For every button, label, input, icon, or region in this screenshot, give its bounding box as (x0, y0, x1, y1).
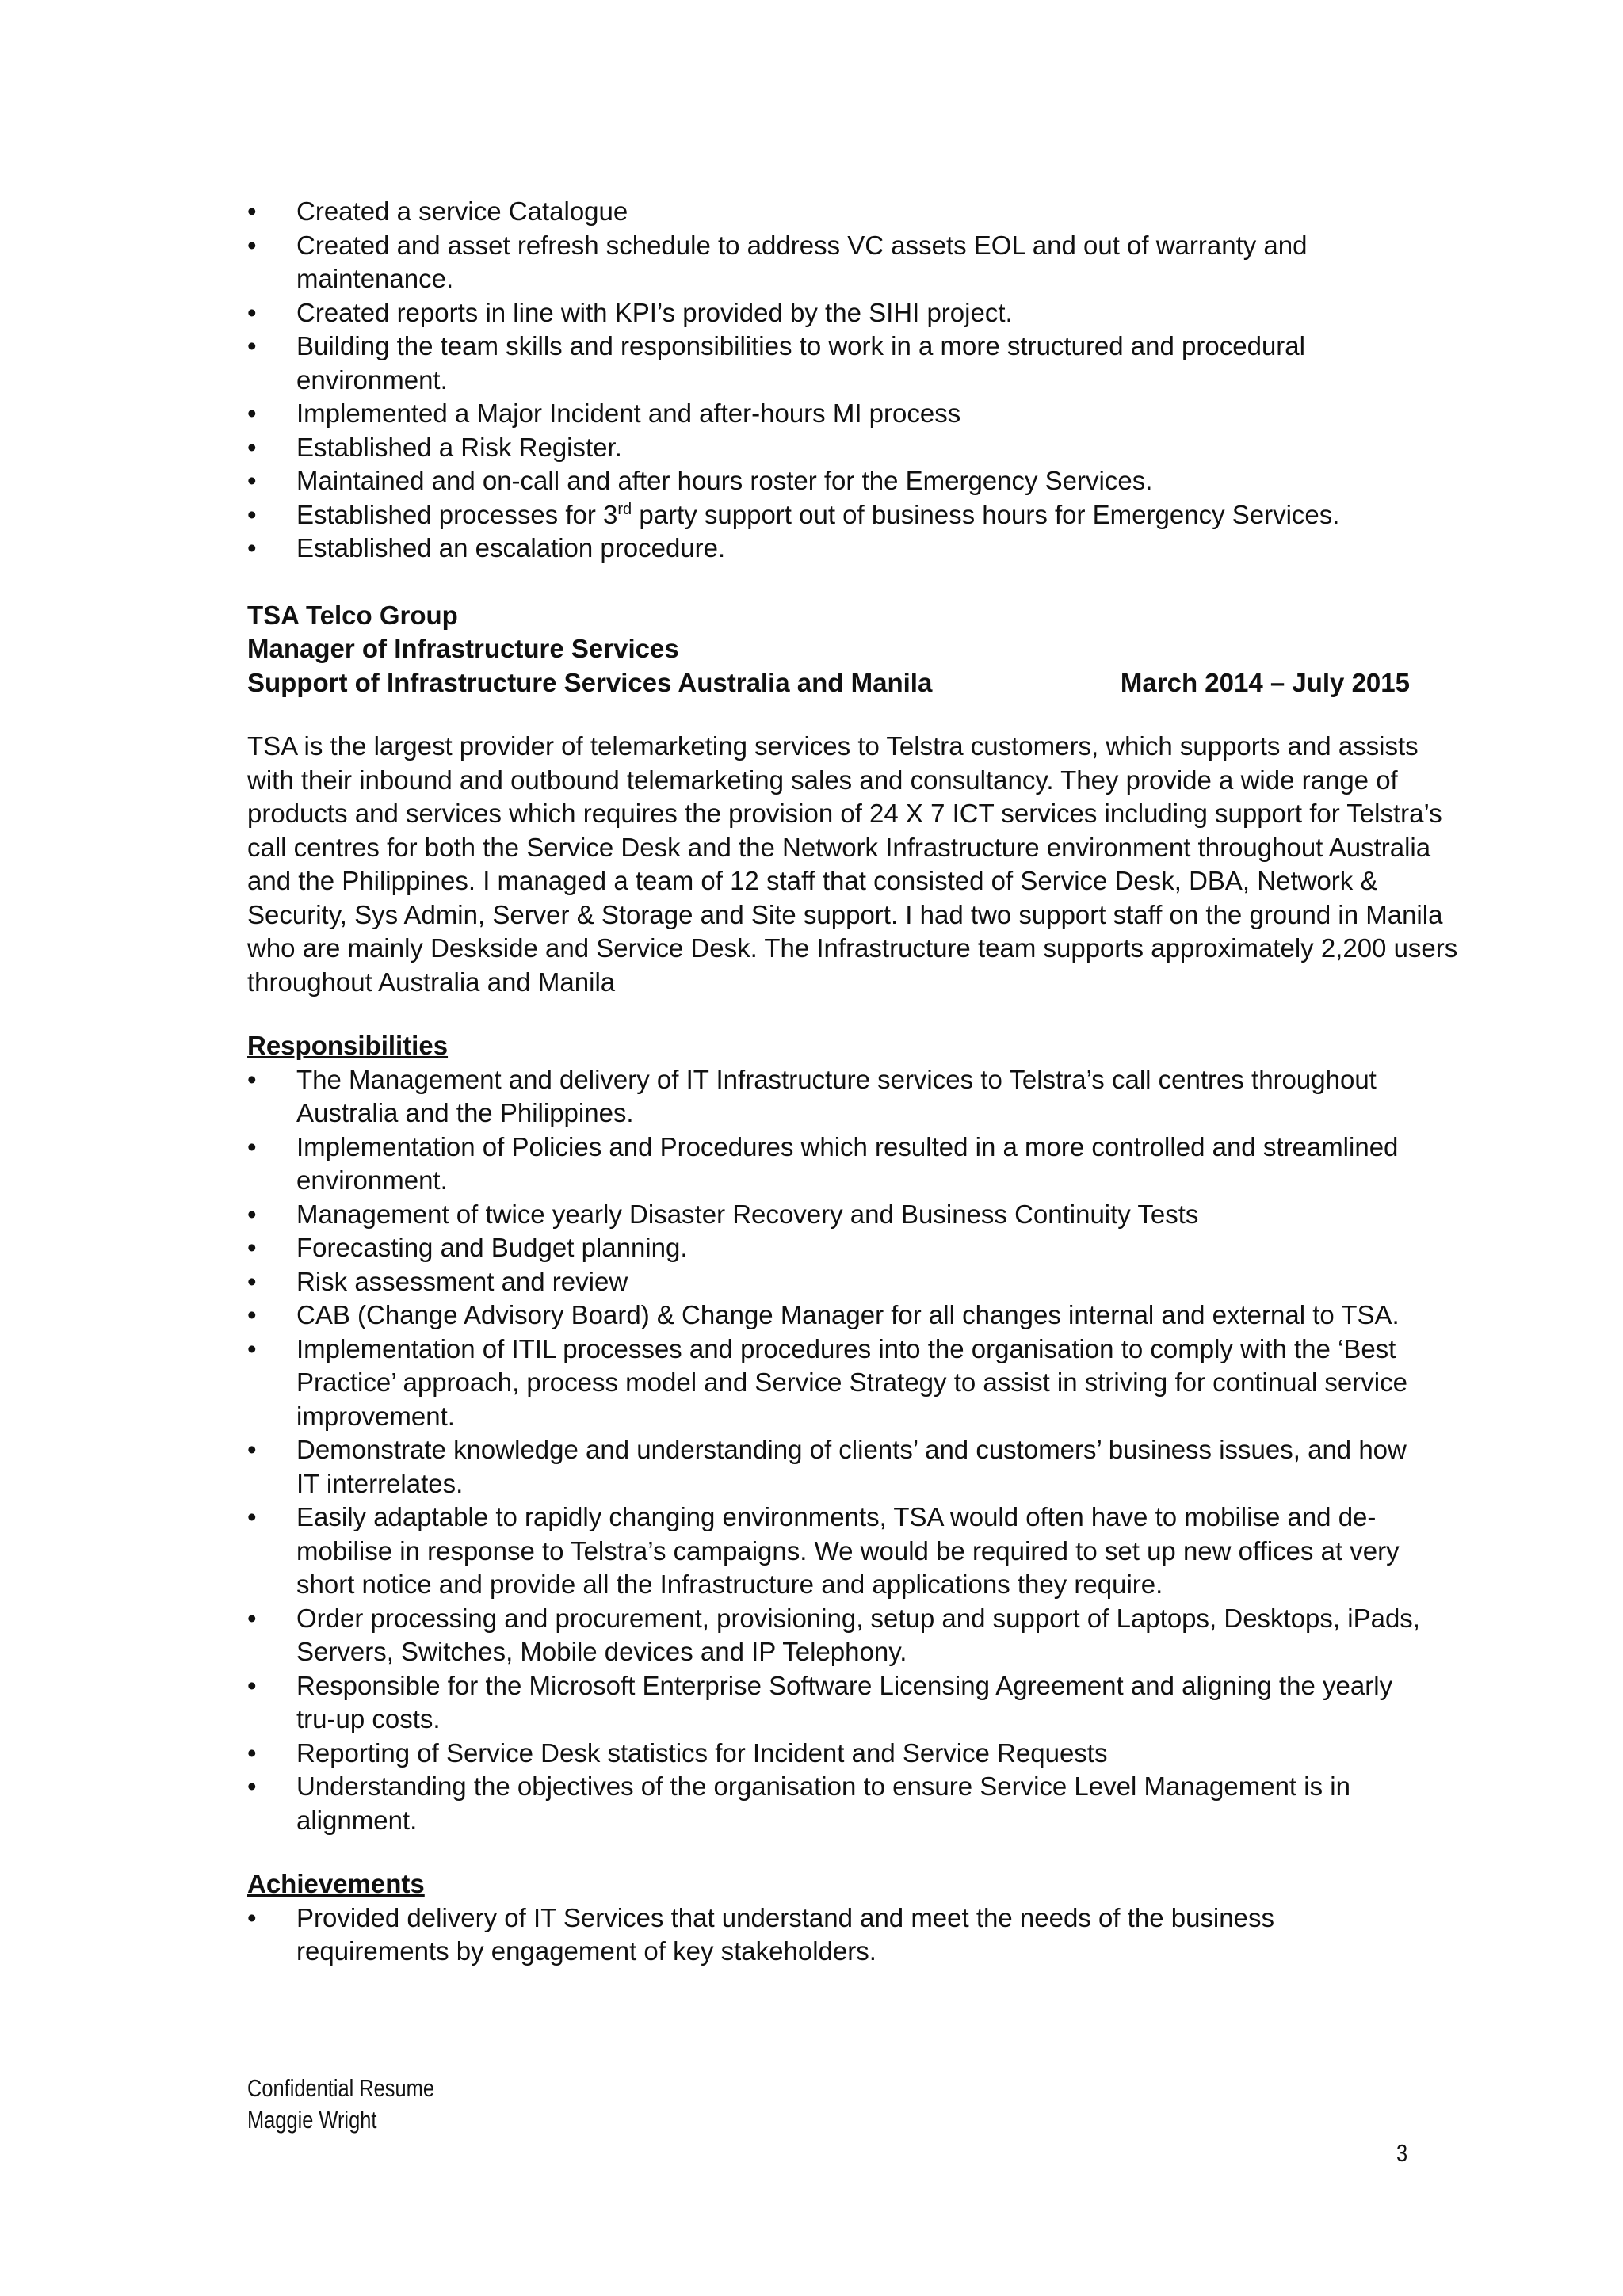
list-item: • Order processing and procurement, provisioning, setup and support of Laptops, Desktops, iPads, Servers, Switches, Mobile devices and IP Telephony. (247, 1602, 1420, 1669)
list-item: • Implementation of Policies and Procedures which resulted in a more controlled and streamlined environment. (247, 1131, 1420, 1198)
job-subtitle-row (247, 666, 1410, 700)
list-item: • Maintained and on-call and after hours roster for the Emergency Services. (247, 464, 1436, 498)
list-item: • Reporting of Service Desk statistics for Incident and Service Requests (247, 1737, 1420, 1771)
job-dates: March 2014 – July 2015 (1120, 667, 1410, 697)
list-item: • Created reports in line with KPI’s provided by the SIHI project. (247, 296, 1436, 330)
responsibilities-list (247, 1063, 1420, 1838)
list-item (247, 498, 1436, 532)
list-item: • CAB (Change Advisory Board) & Change Manager for all changes internal and external to TSA. (247, 1299, 1420, 1333)
footer-confidential: Confidential Resume (247, 2074, 434, 2102)
list-item: • Provided delivery of IT Services that understand and meet the needs of the business requirements by engagement of key stakeholders. (247, 1901, 1420, 1969)
responsibilities-heading: Responsibilities (247, 1031, 449, 1060)
job-subtitle: Support of Infrastructure Services Australia and Manila (247, 667, 933, 697)
list-item: • Established an escalation procedure. (247, 532, 1436, 566)
ordinal-superscript: rd (617, 500, 632, 518)
list-item: • Created and asset refresh schedule to address VC assets EOL and out of warranty and maintenance. (247, 229, 1436, 296)
company-name: TSA Telco Group (247, 600, 458, 630)
list-item: • Easily adaptable to rapidly changing environments, TSA would often have to mobilise and de-mobilise in response to Telstra’s campaigns. We would be required to set up new offices at very short notice and provide all the Infrastructure and applications they require. (247, 1501, 1420, 1602)
page-content (247, 195, 1458, 1969)
list-item: • Management of twice yearly Disaster Recovery and Business Continuity Tests (247, 1198, 1420, 1232)
job-description: TSA is the largest provider of telemarketing services to Telstra customers, which supports and assists with their inbound and outbound telemarketing sales and consultancy. They provide a wide range of products and services which requires the provision of 24 X 7 ICT services including support for Telstra’s call centres for both the Service Desk and the Network Infrastructure environment throughout Australia and the Philippines. I managed a team of 12 staff that consisted of Service Desk, DBA, Network & Security, Sys Admin, Server & Storage and Site support. I had two support staff on the ground in Manila who are mainly Deskside and Service Desk. The Infrastructure team supports approximately 2,200 users throughout Australia and Manila (247, 731, 1458, 997)
job-header (247, 599, 1452, 700)
list-item: • Demonstrate knowledge and understanding of clients’ and customers’ business issues, and how IT interrelates. (247, 1433, 1420, 1501)
list-item: • Implemented a Major Incident and after-hours MI process (247, 397, 1436, 431)
footer-author-name: Maggie Wright (247, 2106, 377, 2134)
list-item: • Created a service Catalogue (247, 195, 1436, 229)
list-item: • Established a Risk Register. (247, 431, 1436, 465)
list-item: • Risk assessment and review (247, 1265, 1420, 1299)
page-footer (247, 2073, 434, 2136)
list-item: • The Management and delivery of IT Infrastructure services to Telstra’s call centres throughout Australia and the Philippines. (247, 1063, 1420, 1131)
list-item: • Forecasting and Budget planning. (247, 1231, 1420, 1265)
intro-bullet-list (247, 195, 1436, 566)
third-party-text-after: party support out of business hours for Emergency Services. (632, 499, 1340, 529)
list-item: • Implementation of ITIL processes and procedures into the organisation to comply with the ‘Best Practice’ approach, process model and Service Strategy to assist in striving for continual service improvement. (247, 1333, 1420, 1434)
third-party-text-before: Established processes for 3 (296, 499, 618, 529)
list-item: • Building the team skills and responsibilities to work in a more structured and procedural environment. (247, 330, 1436, 397)
achievements-list (247, 1901, 1420, 1969)
achievements-heading: Achievements (247, 1869, 425, 1898)
page-number: 3 (1396, 2139, 1408, 2167)
job-title: Manager of Infrastructure Services (247, 634, 679, 663)
list-item: • Responsible for the Microsoft Enterprise Software Licensing Agreement and aligning the yearly tru-up costs. (247, 1669, 1420, 1737)
list-item: • Understanding the objectives of the organisation to ensure Service Level Management is in alignment. (247, 1770, 1420, 1837)
